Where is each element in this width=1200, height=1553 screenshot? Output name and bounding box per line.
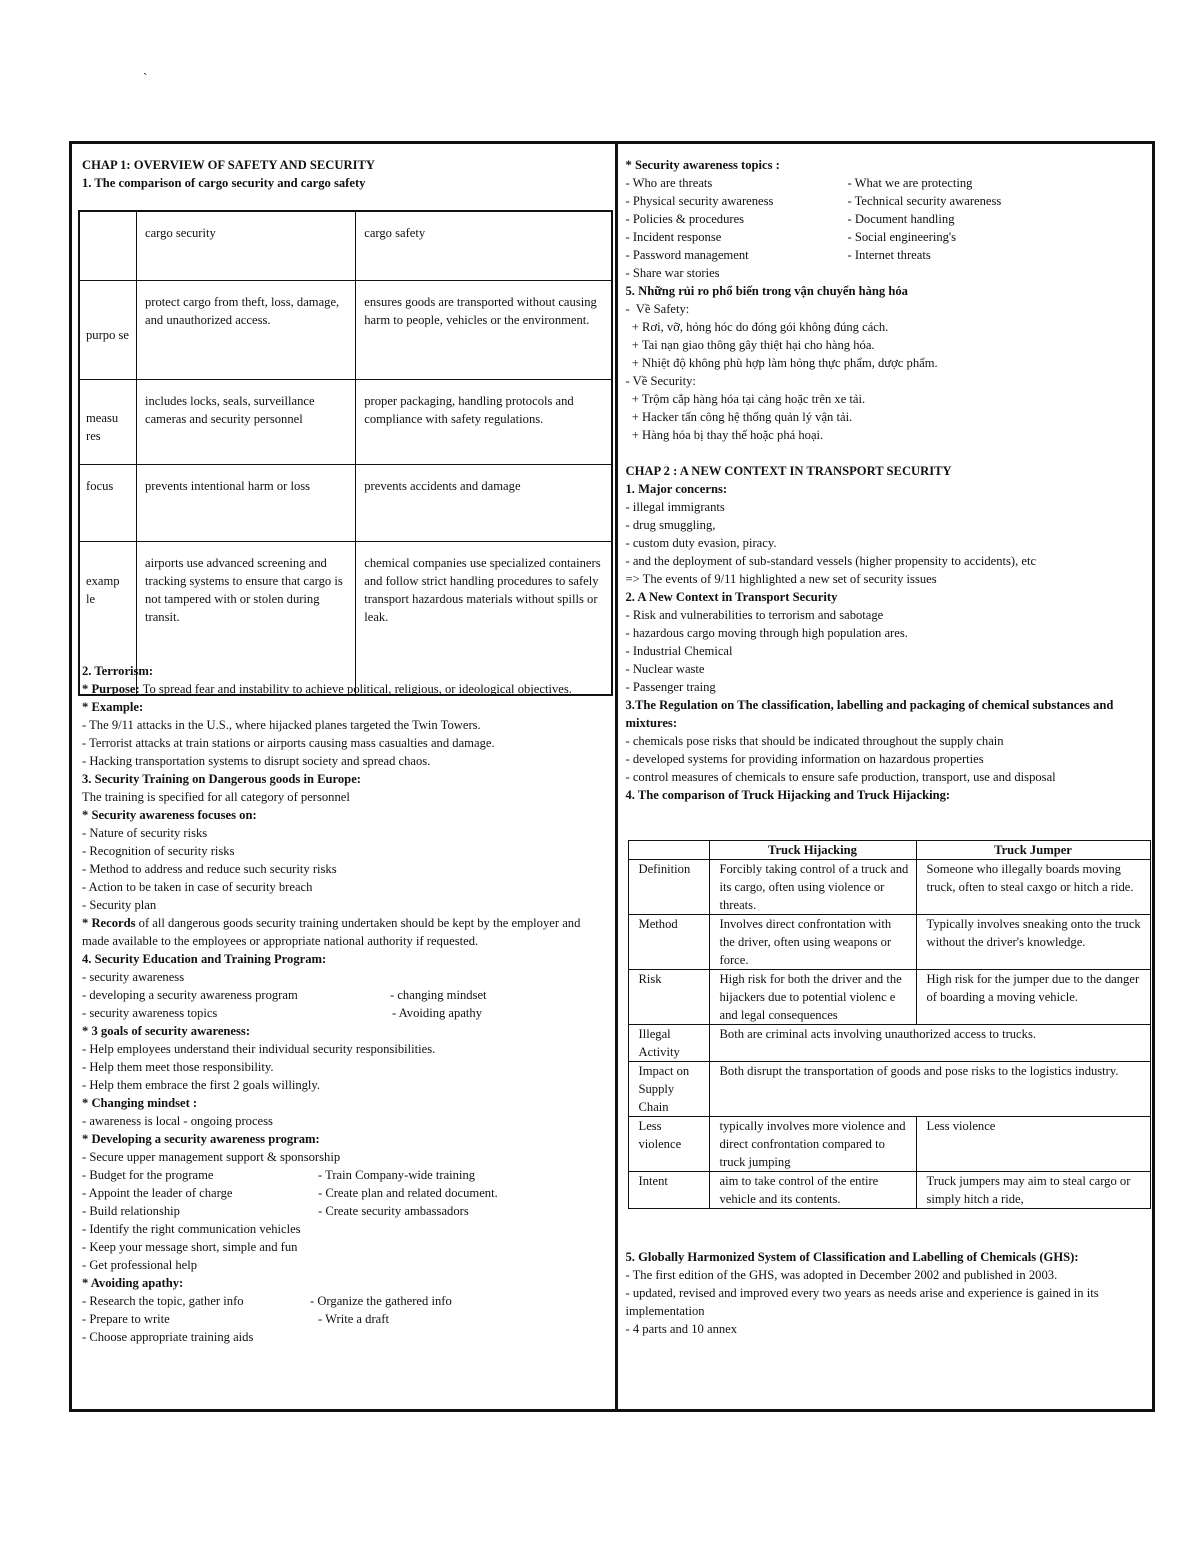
list-item: - developed systems for providing information on hazardous properties [625, 752, 984, 766]
table-cell: Forcibly taking control of a truck and its cargo, often using violence or threats. [709, 860, 916, 915]
list-item: - Physical security awareness [625, 194, 774, 208]
list-item: - Prepare to write [82, 1312, 170, 1326]
list-item: - illegal immigrants [625, 500, 725, 514]
section-3-intro: The training is specified for all category of personnel [82, 790, 350, 804]
list-item: - control measures of chemicals to ensure safe production, transport, use and disposal [625, 770, 1056, 784]
list-item: - custom duty evasion, piracy. [625, 536, 777, 550]
table-cell: Involves direct confrontation with the driver, often using weapons or force. [709, 915, 916, 970]
topics-label: * Security awareness topics : [625, 158, 780, 172]
table-cell: Both are criminal acts involving unauthorized access to trucks. [709, 1025, 1150, 1062]
list-item: - Nature of security risks [82, 826, 208, 840]
list-item: - Incident response [625, 230, 722, 244]
table-row [628, 1117, 1150, 1172]
page-mark: ` [143, 70, 148, 85]
list-item: - The first edition of the GHS, was adopted in December 2002 and published in 2003. [625, 1268, 1058, 1282]
row-label: measu res [79, 380, 137, 465]
table-cell: prevents accidents and damage [356, 465, 612, 542]
row-label: Illegal Activity [628, 1025, 709, 1062]
table-cell: typically involves more violence and direct confrontation compared to truck jumping [709, 1117, 916, 1172]
list-item: - Security plan [82, 898, 157, 912]
list-item: - Risk and vulnerabilities to terrorism and sabotage [625, 608, 884, 622]
focus-label: * Security awareness focuses on: [82, 808, 257, 822]
table-row [79, 380, 612, 465]
list-item: - Budget for the programe [82, 1168, 214, 1182]
list-item: - hazardous cargo moving through high population ares. [625, 626, 908, 640]
list-item: - Nuclear waste [625, 662, 705, 676]
list-item: - updated, revised and improved every two years as needs arise and experience is gained in its implementation [625, 1286, 1099, 1318]
table-cell: ensures goods are transported without causing harm to people, vehicles or the environment. [356, 281, 612, 380]
chapter-1-title: CHAP 1: OVERVIEW OF SAFETY AND SECURITY [82, 158, 375, 172]
table-cell: protect cargo from theft, loss, damage, and unauthorized access. [137, 281, 356, 380]
row-label: Less violence [628, 1117, 709, 1172]
list-item: - 4 parts and 10 annex [625, 1322, 738, 1336]
list-item: - changing mindset [390, 988, 487, 1002]
table-cell: Both disrupt the transportation of goods and pose risks to the logistics industry. [709, 1062, 1150, 1117]
table-row [79, 281, 612, 380]
c2-section-4-title: 4. The comparison of Truck Hijacking and Truck Hijacking: [625, 788, 951, 802]
table-cell: chemical companies use specialized containers and follow strict handling procedures to safely transport hazardous materials without spills or leak. [356, 542, 612, 696]
list-item: => The events of 9/11 highlighted a new set of security issues [625, 572, 937, 586]
purpose-text: To spread fear and instability to achieve political, religious, or ideological objectives. [139, 682, 572, 696]
list-item: + Rơi, vỡ, hỏng hóc do đóng gói không đúng cách. [625, 320, 889, 334]
list-item: - Write a draft [318, 1312, 389, 1326]
list-item: - Identify the right communication vehicles [82, 1222, 301, 1236]
table-header-cell: cargo safety [356, 211, 612, 281]
table-row [628, 915, 1150, 970]
c2-section-1-title: 1. Major concerns: [625, 482, 728, 496]
example-label: * Example: [82, 700, 144, 714]
list-item: - Document handling [847, 212, 955, 226]
mindset-text: - awareness is local - ongoing process [82, 1114, 273, 1128]
truck-comparison-table [628, 840, 1151, 1209]
table-cell: Less violence [916, 1117, 1150, 1172]
table-row [628, 1025, 1150, 1062]
list-item: + Hàng hóa bị thay thế hoặc phá hoại. [625, 428, 824, 442]
list-item: + Trộm cắp hàng hóa tại cảng hoặc trên xe tải. [625, 392, 866, 406]
list-item: - and the deployment of sub-standard vessels (higher propensity to accidents), etc [625, 554, 1037, 568]
list-item: - Recognition of security risks [82, 844, 235, 858]
list-item: - Về Safety: [625, 302, 690, 316]
list-item: - Help employees understand their individual security responsibilities. [82, 1042, 436, 1056]
list-item: - security awareness [82, 970, 185, 984]
table-cell: Typically involves sneaking onto the truck without the driver's knowledge. [916, 915, 1150, 970]
list-item: - Train Company-wide training [318, 1168, 476, 1182]
table-cell: High risk for the jumper due to the danger of boarding a moving vehicle. [916, 970, 1150, 1025]
row-label: examp le [79, 542, 137, 696]
list-item: - Organize the gathered info [310, 1294, 452, 1308]
document-frame [69, 141, 1155, 1412]
section-3-title: 3. Security Training on Dangerous goods in Europe: [82, 772, 361, 786]
list-item: - chemicals pose risks that should be indicated throughout the supply chain [625, 734, 1004, 748]
list-item: - Research the topic, gather info [82, 1294, 244, 1308]
list-item: - What we are protecting [847, 176, 973, 190]
list-item: - Appoint the leader of charge [82, 1186, 233, 1200]
list-item: - Terrorist attacks at train stations or airports causing mass casualties and damage. [82, 736, 495, 750]
table-cell: airports use advanced screening and tracking systems to ensure that cargo is not tampered with or stolen during transit. [137, 542, 356, 696]
list-item: - The 9/11 attacks in the U.S., where hijacked planes targeted the Twin Towers. [82, 718, 481, 732]
list-item: - Keep your message short, simple and fun [82, 1240, 298, 1254]
records-text: of all dangerous goods security training undertaken should be kept by the employer and made available to the employees or appropriate national authority if requested. [82, 916, 581, 948]
table-row [79, 465, 612, 542]
right-column [618, 144, 1153, 1409]
list-item: - developing a security awareness program [82, 988, 298, 1002]
c2-section-2-title: 2. A New Context in Transport Security [625, 590, 838, 604]
table-cell: Someone who illegally boards moving truck, often to steal caxgo or hitch a ride. [916, 860, 1150, 915]
list-item: - Technical security awareness [847, 194, 1002, 208]
row-label: Impact on Supply Chain [628, 1062, 709, 1117]
table-cell: Truck jumpers may aim to steal cargo or simply hitch a ride, [916, 1172, 1150, 1209]
table-row [628, 1062, 1150, 1117]
row-label: Definition [628, 860, 709, 915]
table-header-row [628, 841, 1150, 860]
table-cell: includes locks, seals, surveillance cameras and security personnel [137, 380, 356, 465]
table-header-cell: cargo security [137, 211, 356, 281]
chapter-2-title: CHAP 2 : A NEW CONTEXT IN TRANSPORT SECURITY [625, 464, 952, 478]
table-cell: prevents intentional harm or loss [137, 465, 356, 542]
section-5-title: 5. Những rủi ro phổ biến trong vận chuyển hàng hóa [625, 284, 908, 298]
table-header-cell: Truck Hijacking [709, 841, 916, 860]
list-item: - Avoiding apathy [392, 1006, 483, 1020]
list-item: - Secure upper management support & sponsorship [82, 1150, 341, 1164]
table-row [628, 860, 1150, 915]
list-item: - Internet threats [847, 248, 931, 262]
list-item: - Share war stories [625, 266, 720, 280]
cargo-comparison-table [78, 210, 613, 696]
list-item: - Create plan and related document. [318, 1186, 498, 1200]
section-1-title: 1. The comparison of cargo security and cargo safety [82, 176, 366, 190]
row-label: Risk [628, 970, 709, 1025]
list-item: - Về Security: [625, 374, 696, 388]
list-item: - Social engineering's [847, 230, 957, 244]
develop-label: * Developing a security awareness program: [82, 1132, 320, 1146]
row-label: Intent [628, 1172, 709, 1209]
c2-section-5-title: 5. Globally Harmonized System of Classification and Labelling of Chemicals (GHS): [625, 1250, 1079, 1264]
list-item: - Help them meet those responsibility. [82, 1060, 274, 1074]
list-item: + Hacker tấn công hệ thống quản lý vận tải. [625, 410, 853, 424]
list-item: + Nhiệt độ không phù hợp làm hỏng thực phẩm, dược phẩm. [625, 356, 938, 370]
list-item: - Help them embrace the first 2 goals willingly. [82, 1078, 321, 1092]
section-2-title: 2. Terrorism: [82, 664, 154, 678]
list-item: + Tai nạn giao thông gây thiệt hại cho hàng hóa. [625, 338, 875, 352]
list-item: - Password management [625, 248, 749, 262]
table-header-cell [79, 211, 137, 281]
table-header-cell: Truck Jumper [916, 841, 1150, 860]
list-item: - drug smuggling, [625, 518, 716, 532]
list-item: - Action to be taken in case of security breach [82, 880, 313, 894]
list-item: - Hacking transportation systems to disrupt society and spread chaos. [82, 754, 431, 768]
section-4-title: 4. Security Education and Training Program: [82, 952, 327, 966]
list-item: - Get professional help [82, 1258, 198, 1272]
c2-section-3-title: 3.The Regulation on The classification, labelling and packaging of chemical substances and mixtures: [625, 698, 1114, 730]
list-item: - Method to address and reduce such security risks [82, 862, 337, 876]
purpose-label: * Purpose: [82, 682, 140, 696]
list-item: - Choose appropriate training aids [82, 1330, 254, 1344]
row-label: purpo se [79, 281, 137, 380]
row-label: focus [79, 465, 137, 542]
apathy-label: * Avoiding apathy: [82, 1276, 184, 1290]
table-cell: proper packaging, handling protocols and compliance with safety regulations. [356, 380, 612, 465]
left-column [72, 144, 618, 1409]
table-row [628, 1172, 1150, 1209]
records-label: * Records [82, 916, 136, 930]
table-row [628, 970, 1150, 1025]
table-cell: aim to take control of the entire vehicle and its contents. [709, 1172, 916, 1209]
list-item: - Passenger traing [625, 680, 716, 694]
table-header-row [79, 211, 612, 281]
table-cell: High risk for both the driver and the hijackers due to potential violenc e and legal consequences [709, 970, 916, 1025]
list-item: - security awareness topics [82, 1006, 218, 1020]
mindset-label: * Changing mindset : [82, 1096, 198, 1110]
list-item: - Build relationship [82, 1204, 180, 1218]
list-item: - Create security ambassadors [318, 1204, 469, 1218]
list-item: - Policies & procedures [625, 212, 745, 226]
table-header-cell [628, 841, 709, 860]
row-label: Method [628, 915, 709, 970]
list-item: - Industrial Chemical [625, 644, 733, 658]
goals-label: * 3 goals of security awareness: [82, 1024, 251, 1038]
list-item: - Who are threats [625, 176, 713, 190]
